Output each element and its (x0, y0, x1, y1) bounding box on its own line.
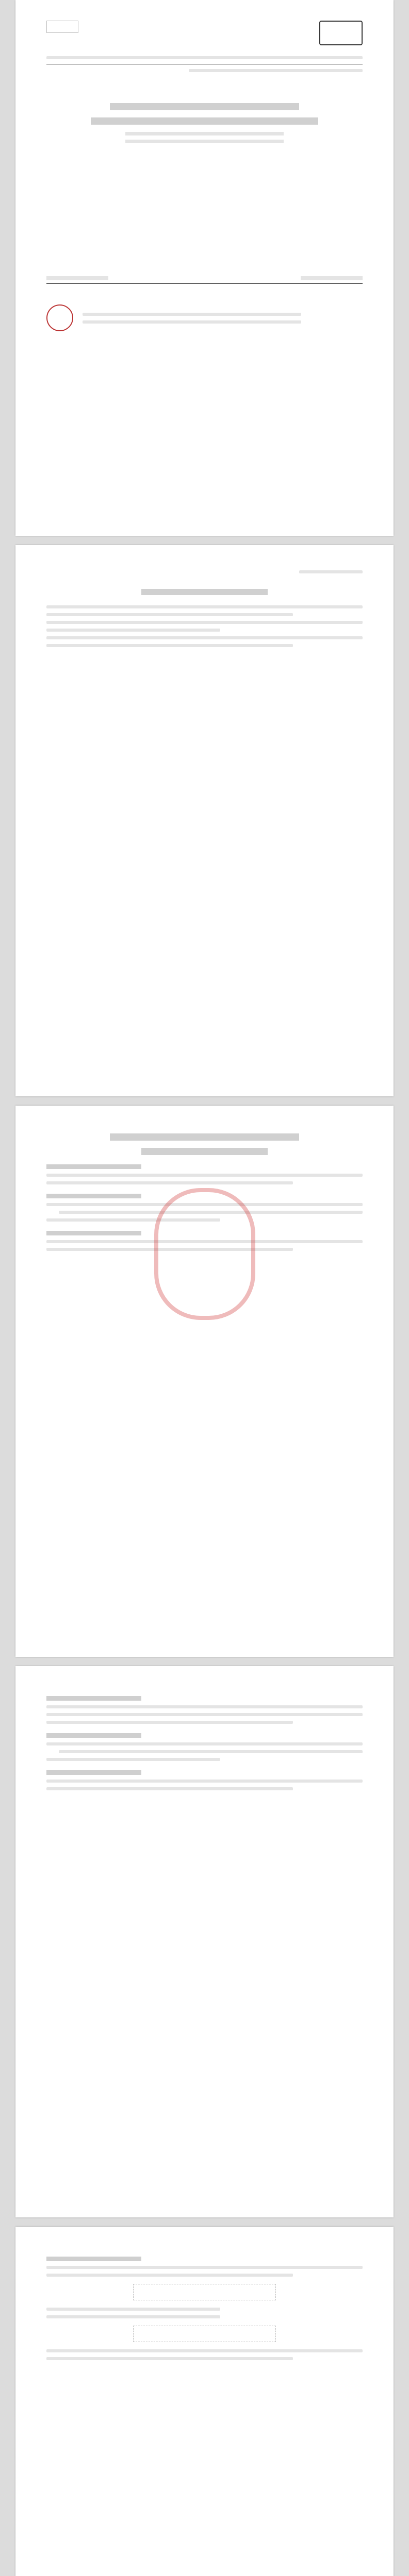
body-page-1 (15, 1106, 394, 1657)
document-subtitle (91, 117, 318, 125)
foreword-page (15, 545, 394, 1096)
body-subtitle (141, 1148, 268, 1155)
effective-date (301, 276, 363, 280)
issuer-block (46, 304, 363, 331)
issuer-name (83, 313, 301, 316)
formula (133, 2326, 276, 2342)
formula (133, 2284, 276, 2300)
cover-banner (46, 56, 363, 59)
body-page-2 (15, 1666, 394, 2217)
body-title (110, 1133, 300, 1141)
foreword-heading (141, 589, 268, 595)
standard-code (189, 69, 363, 72)
standard-emblem-icon (319, 21, 363, 45)
watermark-icon (154, 1188, 255, 1320)
document-title (110, 103, 300, 110)
cover-page (15, 0, 394, 536)
issue-date (46, 276, 108, 280)
seal-icon (46, 304, 73, 331)
body-page-3 (15, 2227, 394, 2576)
classification-tag (46, 21, 78, 33)
